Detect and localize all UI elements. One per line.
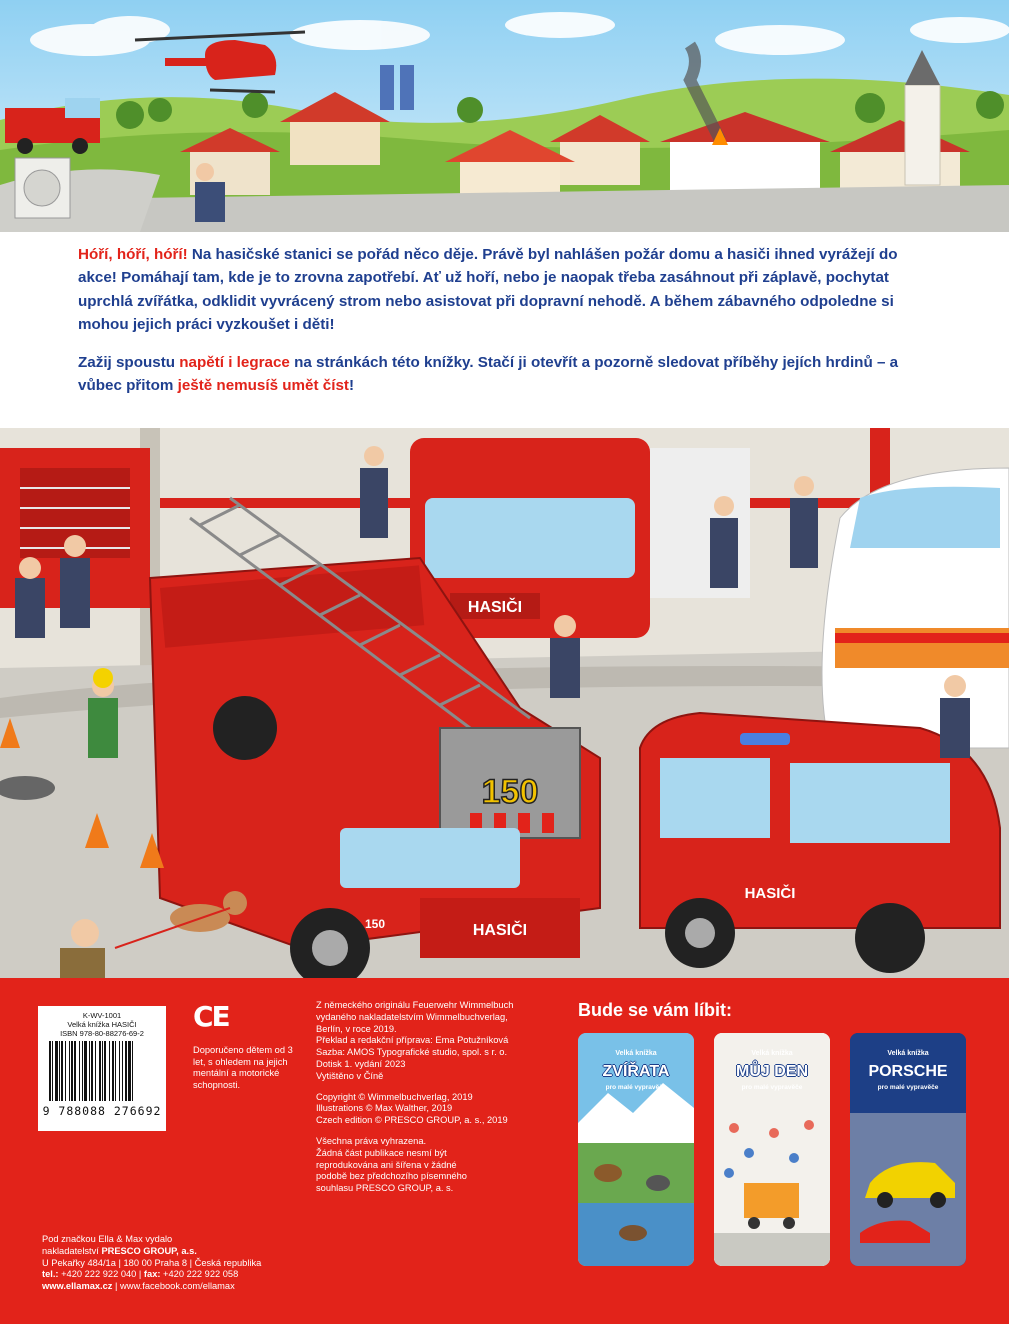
book-subtitle: pro malé vypravěče [741, 1084, 803, 1091]
car-label: HASIČI [744, 885, 796, 902]
credit-line: souhlasu PRESCO GROUP, a. s. [316, 1183, 454, 1194]
ladder-truck-label: HASIČI [472, 922, 528, 939]
book-series-label: Velká knížka [887, 1050, 929, 1057]
door-number: 150 [364, 917, 386, 931]
intro-paragraph-2-a: Zažij spoustu [78, 353, 180, 371]
intro-exclamation: Hóří, hóří, hóří! [78, 246, 188, 263]
product-title: Velká knížka HASIČI [67, 1020, 137, 1029]
age-recommendation: Doporučeno dětem od 3 let, s ohledem na jejich mentální a motorické schopnosti. [193, 1045, 293, 1090]
book-title: PORSCHE [868, 1063, 948, 1080]
barcode-bar [59, 1041, 60, 1101]
book-cover-muj-den[interactable] [714, 1033, 830, 1266]
barcode-bar [79, 1041, 80, 1101]
credit-line: podobě bez předchozího písemného [316, 1171, 467, 1182]
barcode-bar [95, 1041, 96, 1101]
fax-number: +420 222 922 058 [160, 1269, 239, 1280]
back-cover-footer [0, 978, 1009, 1324]
credits-origin [316, 1000, 556, 1083]
isbn: ISBN 978-80-88276-69-2 [60, 1029, 144, 1038]
barcode-bar [104, 1041, 106, 1101]
barcode-number: 9 788088 276692 [42, 1104, 162, 1118]
barcode-bar [109, 1041, 110, 1101]
barcode-bar [132, 1041, 133, 1101]
fax-label: fax: [143, 1269, 161, 1280]
center-truck-label: HASIČI [467, 599, 523, 616]
barcode-bar [82, 1041, 83, 1101]
barcode-bar [102, 1041, 103, 1101]
recommend-title: Bude se vám líbit: [578, 1000, 733, 1020]
credit-line: vydaného nakladatelstvím Wimmelbuchverlag, [316, 1011, 508, 1022]
book-subtitle: pro malé vypravěče [877, 1084, 939, 1091]
intro-paragraph-2-c: ! [348, 377, 355, 395]
top-illustration [0, 0, 1009, 232]
barcode-bar [91, 1041, 93, 1101]
barcode-bar [128, 1041, 131, 1101]
barcode-bar [84, 1041, 87, 1101]
publisher-web [42, 1281, 302, 1293]
barcode-bar [125, 1041, 127, 1101]
book-series-label: Velká knížka [751, 1050, 793, 1057]
credit-line: Copyright © Wimmelbuchverlag, 2019 [316, 1091, 473, 1102]
barcode-bar [49, 1041, 51, 1101]
credit-line: Dotisk 1. vydání 2023 [316, 1058, 406, 1069]
fire-station-scene [0, 428, 1009, 978]
barcode-bar [55, 1041, 58, 1101]
intro-paragraph-1 [78, 243, 938, 337]
tel-number: +420 222 922 040 | [58, 1269, 144, 1280]
publisher-info [42, 1234, 302, 1293]
publisher-line-1: Pod značkou Ella & Max vydalo [42, 1234, 173, 1244]
credit-line: Sazba: AMOS Typografické studio, spol. s r. o. [316, 1047, 508, 1058]
barcode-bar [119, 1041, 120, 1101]
main-illustration [0, 428, 1009, 978]
intro-paragraph-2-b: na stránkách této knížky. Stačí ji otevřít a pozorně sledovat příběhy jejích hrdinů – a vůbec přitom [78, 353, 899, 395]
credit-line: Berlín, v roce 2019. [316, 1023, 397, 1034]
intro-paragraph-2 [78, 351, 938, 398]
credit-line: Vytištěno v Číně [316, 1070, 384, 1081]
credit-line: Žádná část publikace nesmí být [316, 1147, 447, 1158]
credits-copyright [316, 1092, 556, 1127]
intro-paragraph-1-text: Na hasičské stanici se pořád něco děje. Právě byl nahlášen požár domu a hasiči ihned vyrážejí do akce! Pomáhají tam, kde je to zrovna zapotřebí. Ať už hoří, nebo je naopak třeba zasáhnout při záplavě, pochytat uprchlá zvířátka, odklidit vyvrácený strom nebo asistovat při dopravní nehodě. A během zábavného odpoledne si mohou jejich práci vyzkoušet i děti! [78, 246, 898, 334]
barcode [47, 1041, 157, 1103]
intro-highlight-1: napětí i legrace [179, 353, 290, 371]
barcode-bar [71, 1041, 73, 1101]
barcode-box [38, 1006, 166, 1131]
barcode-bar [52, 1041, 53, 1101]
publisher-address: U Pekařky 484/1a | 180 00 Praha 8 | Česká republika [42, 1257, 262, 1268]
credit-line: Všechna práva vyhrazena. [316, 1135, 427, 1146]
credit-line: Czech edition © PRESCO GROUP, a. s., 2019 [316, 1115, 508, 1126]
barcode-bar [61, 1041, 63, 1101]
credit-line: Z německého originálu Feuerwehr Wimmelbuch [316, 1000, 514, 1010]
barcode-bar [65, 1041, 66, 1101]
book-subtitle: pro malé vypravěče [605, 1084, 667, 1091]
book-cover-porsche[interactable] [850, 1033, 966, 1266]
village-scene [0, 0, 1009, 232]
barcode-bar [115, 1041, 116, 1101]
publisher-name: PRESCO GROUP, a.s. [101, 1245, 197, 1256]
facebook-link[interactable]: | www.facebook.com/ellamax [112, 1281, 235, 1292]
intro-highlight-2: ještě nemusíš umět číst [177, 377, 349, 395]
barcode-bar [74, 1041, 76, 1101]
website-link[interactable]: www.ellamax.cz [42, 1281, 113, 1292]
barcode-bar [89, 1041, 90, 1101]
barcode-bar [69, 1041, 70, 1101]
intro-text [78, 243, 938, 411]
publisher-phone [42, 1269, 302, 1281]
credit-line: Překlad a redakční příprava: Ema Potužníková [316, 1035, 509, 1046]
book-series-label: Velká knížka [615, 1050, 657, 1057]
credits-rights [316, 1136, 556, 1195]
credits [316, 1000, 556, 1204]
tel-label: tel.: [42, 1269, 59, 1280]
publisher-line-2 [42, 1246, 302, 1258]
credit-line: reprodukována ani šířena v žádné [316, 1159, 457, 1170]
barcode-bar [99, 1041, 101, 1101]
publisher-prefix: nakladatelství [42, 1245, 102, 1256]
ladder-number: 150 [481, 773, 539, 811]
book-cover-zvirata[interactable] [578, 1033, 694, 1266]
product-code: K-WV-1001 [82, 1011, 122, 1020]
barcode-bar [112, 1041, 114, 1101]
book-title: ZVÍŘATA [602, 1063, 670, 1080]
ambulance [822, 468, 1009, 748]
credit-line: Illustrations © Max Walther, 2019 [316, 1103, 453, 1114]
book-title: MŮJ DEN [735, 1063, 808, 1080]
ce-mark: CE [193, 1000, 229, 1033]
barcode-bar [122, 1041, 123, 1101]
